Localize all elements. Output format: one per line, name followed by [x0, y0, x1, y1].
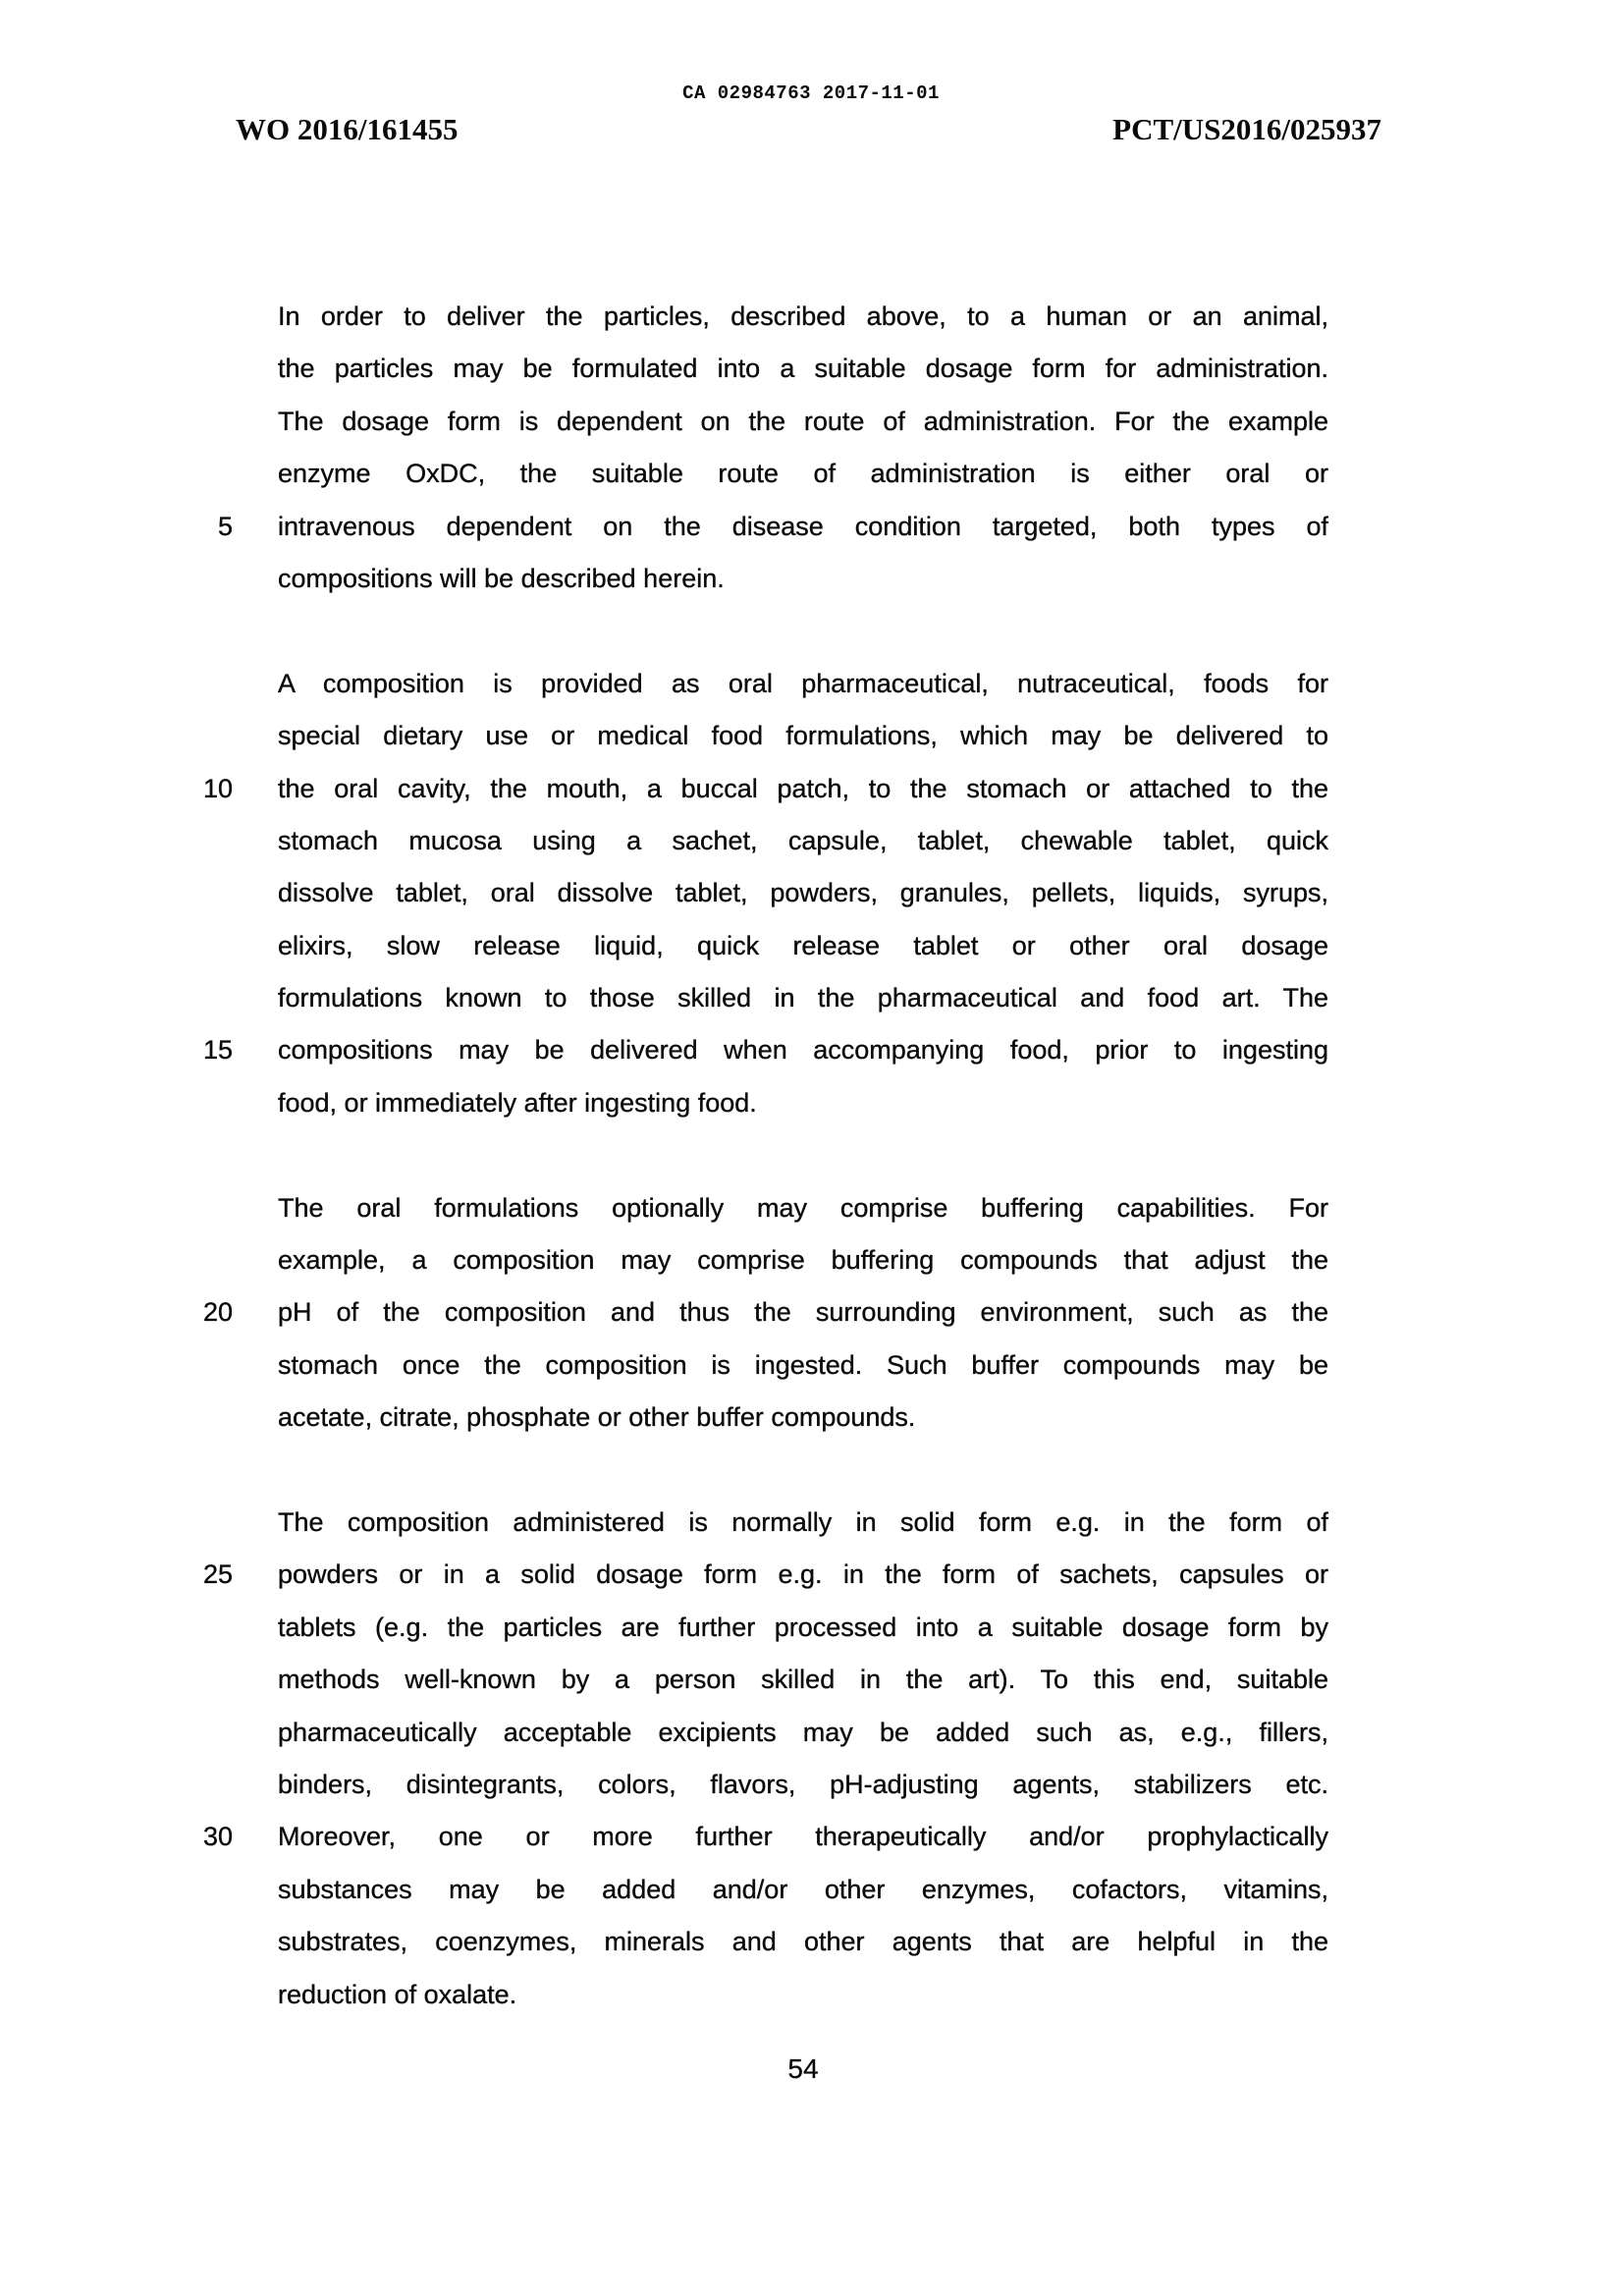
line-number: 25: [202, 1559, 233, 1590]
body-line: [147, 658, 1328, 710]
body-line: [147, 1392, 1328, 1444]
line-text: the particles may be formulated into a suitable dosage form for administration.: [278, 354, 1328, 384]
line-text: binders, disintegrants, colors, flavors, pH-adjusting agents, stabilizers etc.: [278, 1769, 1328, 1799]
line-number: [147, 1654, 233, 1706]
line-text: substances may be added and/or other enzymes, cofactors, vitamins,: [278, 1874, 1328, 1904]
line-number: [147, 815, 233, 867]
body-line: [147, 1759, 1328, 1811]
line-text: enzyme OxDC, the suitable route of administration is either oral or: [278, 459, 1328, 489]
body-line: [147, 1654, 1328, 1706]
line-text: the oral cavity, the mouth, a buccal patch, to the stomach or attached to the: [278, 773, 1328, 803]
line-text: The dosage form is dependent on the route of administration. For the example: [278, 406, 1328, 436]
body-line: [147, 1811, 1328, 1863]
line-text: pH of the composition and thus the surrounding environment, such as the: [278, 1297, 1328, 1328]
line-number: [147, 1182, 233, 1234]
line-number: [147, 396, 233, 448]
body-line: [147, 920, 1328, 972]
line-number: [147, 1234, 233, 1286]
line-number: [147, 920, 233, 972]
body-line: [147, 1864, 1328, 1916]
line-text: intravenous dependent on the disease condition targeted, both types of: [278, 511, 1328, 541]
line-text: example, a composition may comprise buffering compounds that adjust the: [278, 1245, 1328, 1276]
ca-filing-stamp: CA 02984763 2017-11-01: [682, 82, 940, 104]
body-line: [147, 1182, 1328, 1234]
body-line: [147, 448, 1328, 500]
line-number: 15: [202, 1035, 233, 1066]
line-text: acetate, citrate, phosphate or other buffer compounds.: [278, 1402, 916, 1433]
publication-number: WO 2016/161455: [236, 112, 459, 146]
body-line: [147, 815, 1328, 867]
body-line: [147, 553, 1328, 605]
body-line: [147, 1024, 1328, 1076]
line-number: [147, 972, 233, 1024]
line-text: formulations known to those skilled in the pharmaceutical and food art. The: [278, 983, 1328, 1013]
paragraph-spacer: [147, 1445, 1328, 1497]
line-text: The composition administered is normally in solid form e.g. in the form of: [278, 1506, 1328, 1537]
body-line: [147, 710, 1328, 762]
body-line: [147, 396, 1328, 448]
line-text: stomach mucosa using a sachet, capsule, tablet, chewable tablet, quick: [278, 825, 1328, 855]
body-line: [147, 1549, 1328, 1601]
line-number: [147, 1602, 233, 1654]
body-line: [147, 1286, 1328, 1339]
line-number: [147, 291, 233, 343]
line-number: [147, 448, 233, 500]
application-number: PCT/US2016/025937: [1112, 112, 1381, 146]
line-number: [147, 1759, 233, 1811]
body-line: [147, 1234, 1328, 1286]
line-text: A composition is provided as oral pharmaceutical, nutraceutical, foods for: [278, 668, 1328, 698]
body-line: [147, 1497, 1328, 1549]
line-text: pharmaceutically acceptable excipients may be added such as, e.g., fillers,: [278, 1717, 1328, 1747]
line-number: [147, 1969, 233, 2021]
paragraph-spacer: [147, 1129, 1328, 1181]
body-line: [147, 1707, 1328, 1759]
line-number: 20: [202, 1297, 233, 1328]
line-number: [147, 1864, 233, 1916]
line-text: compositions may be delivered when accompanying food, prior to ingesting: [278, 1035, 1328, 1066]
line-number: 5: [217, 511, 233, 541]
paragraph-spacer: [147, 605, 1328, 657]
line-text: special dietary use or medical food formulations, which may be delivered to: [278, 721, 1328, 751]
line-text: powders or in a solid dosage form e.g. in the form of sachets, capsules or: [278, 1559, 1328, 1590]
line-number: [147, 343, 233, 395]
line-number: [147, 1707, 233, 1759]
line-number: [147, 710, 233, 762]
body-line: [147, 867, 1328, 919]
line-text: elixirs, slow release liquid, quick release tablet or other oral dosage: [278, 930, 1328, 960]
line-number: [147, 1392, 233, 1444]
body-line: [147, 972, 1328, 1024]
line-number: [147, 658, 233, 710]
line-text: In order to deliver the particles, described above, to a human or an animal,: [278, 301, 1328, 331]
line-text: compositions will be described herein.: [278, 563, 725, 593]
page-number: 54: [787, 2053, 819, 2084]
line-number: [147, 867, 233, 919]
line-text: methods well-known by a person skilled in the art). To this end, suitable: [278, 1665, 1328, 1695]
line-text: substrates, coenzymes, minerals and other agents that are helpful in the: [278, 1927, 1328, 1957]
line-number: [147, 1916, 233, 1968]
line-text: stomach once the composition is ingested. Such buffer compounds may be: [278, 1349, 1328, 1380]
body-line: [147, 1077, 1328, 1129]
body-line: [147, 291, 1328, 343]
body-line: [147, 1969, 1328, 2021]
line-number: 30: [202, 1822, 233, 1852]
line-number: [147, 1077, 233, 1129]
body-line: [147, 1602, 1328, 1654]
line-text: Moreover, one or more further therapeutically and/or prophylactically: [278, 1822, 1328, 1852]
body-lines: [147, 291, 1328, 2021]
line-text: dissolve tablet, oral dissolve tablet, powders, granules, pellets, liquids, syrups,: [278, 878, 1328, 908]
body-line: [147, 1339, 1328, 1392]
body-line: [147, 501, 1328, 553]
line-text: The oral formulations optionally may comprise buffering capabilities. For: [278, 1192, 1328, 1223]
body-line: [147, 763, 1328, 815]
line-number: [147, 553, 233, 605]
line-text: tablets (e.g. the particles are further processed into a suitable dosage form by: [278, 1612, 1328, 1642]
line-number: 10: [202, 773, 233, 803]
body-line: [147, 1916, 1328, 1968]
line-text: reduction of oxalate.: [278, 1979, 517, 2009]
line-number: [147, 1339, 233, 1392]
line-text: food, or immediately after ingesting food.: [278, 1087, 757, 1118]
line-number: [147, 1497, 233, 1549]
body-line: [147, 343, 1328, 395]
